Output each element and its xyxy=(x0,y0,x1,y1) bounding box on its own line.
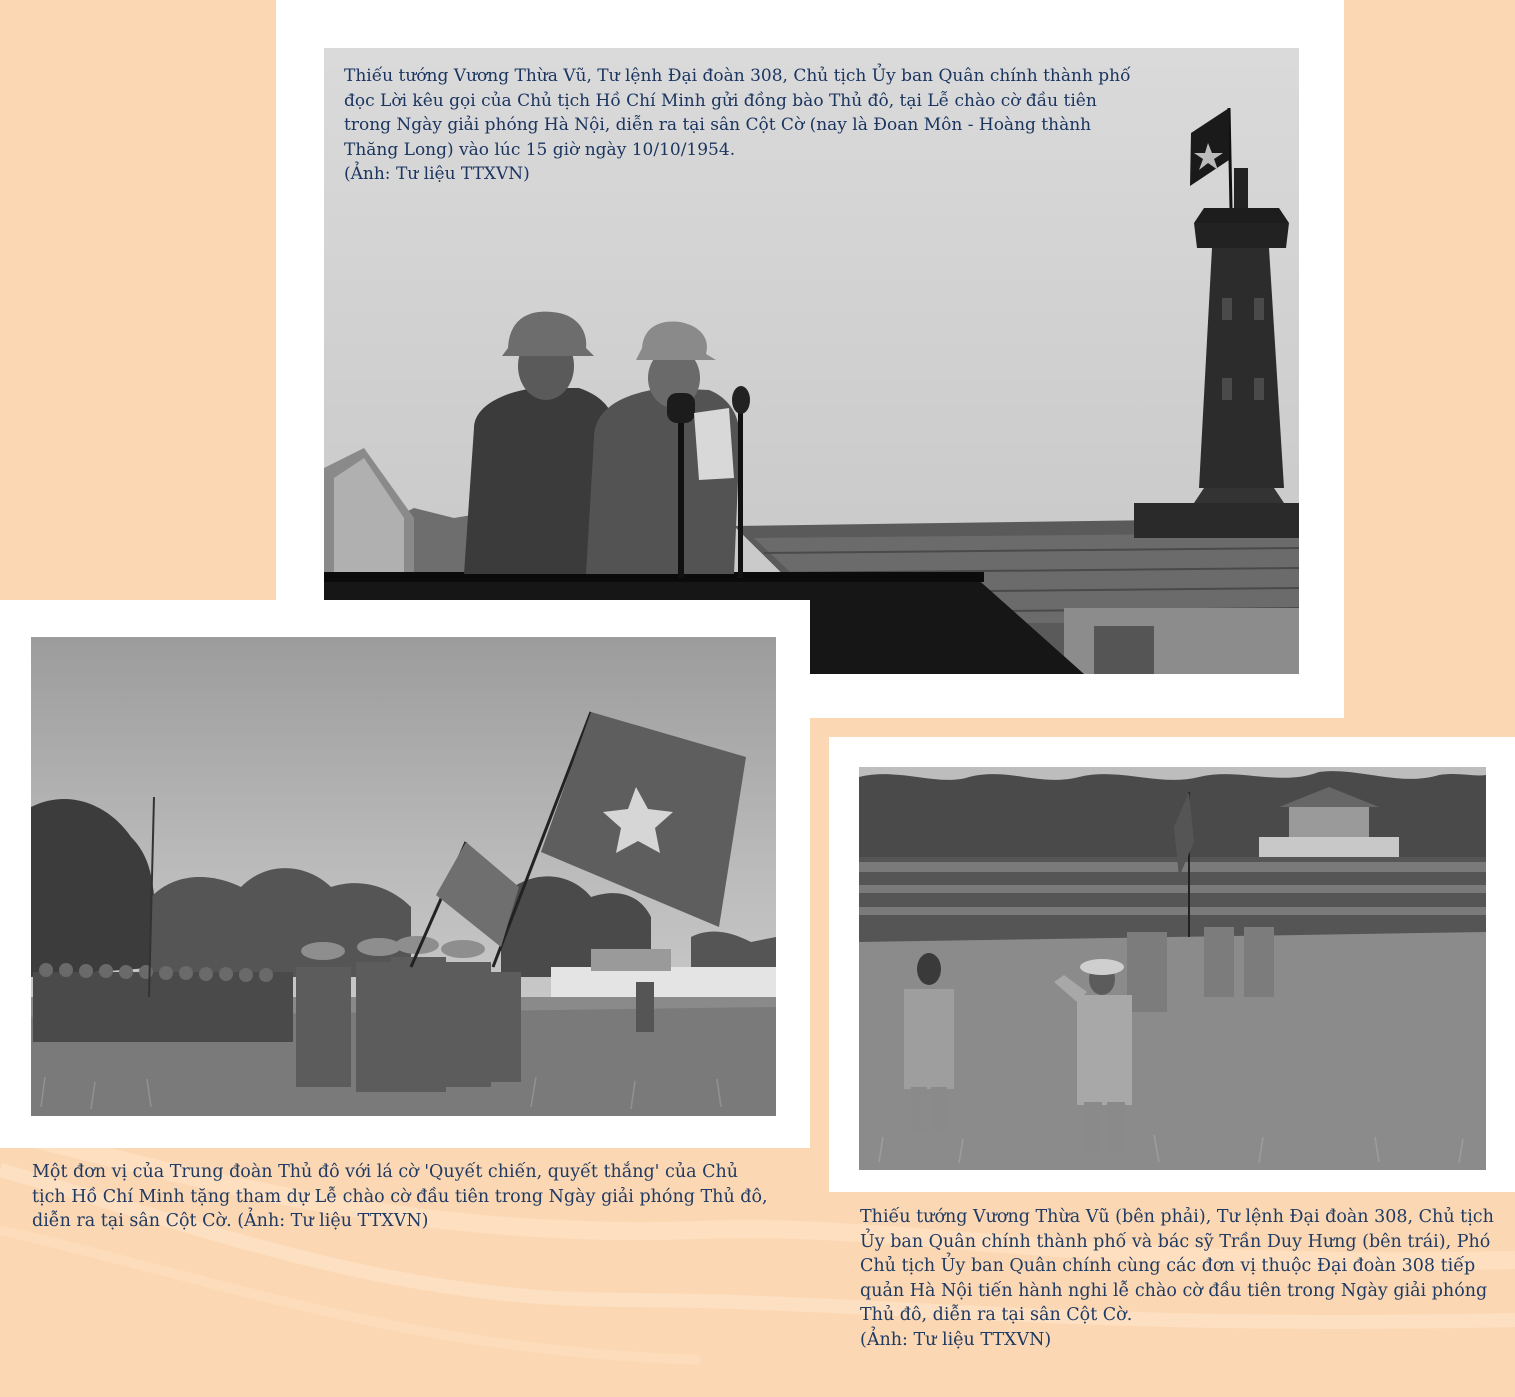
photo-right-caption xyxy=(860,1205,1500,1352)
caption-credit: (Ảnh: Tư liệu TTXVN) xyxy=(344,164,530,184)
caption-text: Thiếu tướng Vương Thừa Vũ (bên phải), Tư lệnh Đại đoàn 308, Chủ tịch Ủy ban Quân chính thành phố và bác sỹ Trần Duy Hưng (bên trái), Phó Chủ tịch Ủy ban Quân chính cùng các đơn vị thuộc Đại đoàn 308 tiếp quản Hà Nội tiến hành nghi lễ chào cờ đầu tiên trong Ngày giải phóng Thủ đô, diễn ra tại sân Cột Cờ. xyxy=(860,1207,1494,1325)
photo-left-caption: Một đơn vị của Trung đoàn Thủ đô với lá cờ 'Quyết chiến, quyết thắng' của Chủ tịch Hồ Chí Minh tặng tham dự Lễ chào cờ đầu tiên trong Ngày giải phóng Thủ đô, diễn ra tại sân Cột Cờ. (Ảnh: Tư liệu TTXVN) xyxy=(32,1162,768,1231)
photo-top-caption xyxy=(344,64,1144,187)
regiment-flag-photo xyxy=(31,637,776,1116)
caption-credit: (Ảnh: Tư liệu TTXVN) xyxy=(860,1329,1052,1350)
salute-ceremony-photo xyxy=(859,767,1486,1170)
flag-tower-photo xyxy=(324,48,1299,674)
caption-text: Thiếu tướng Vương Thừa Vũ, Tư lệnh Đại đoàn 308, Chủ tịch Ủy ban Quân chính thành phố đọc Lời kêu gọi của Chủ tịch Hồ Chí Minh gửi đồng bào Thủ đô, tại Lễ chào cờ đầu tiên trong Ngày giải phóng Hà Nội, diễn ra tại sân Cột Cờ (nay là Đoan Môn - Hoàng thành Thăng Long) vào lúc 15 giờ ngày 10/10/1954. xyxy=(344,66,1131,160)
